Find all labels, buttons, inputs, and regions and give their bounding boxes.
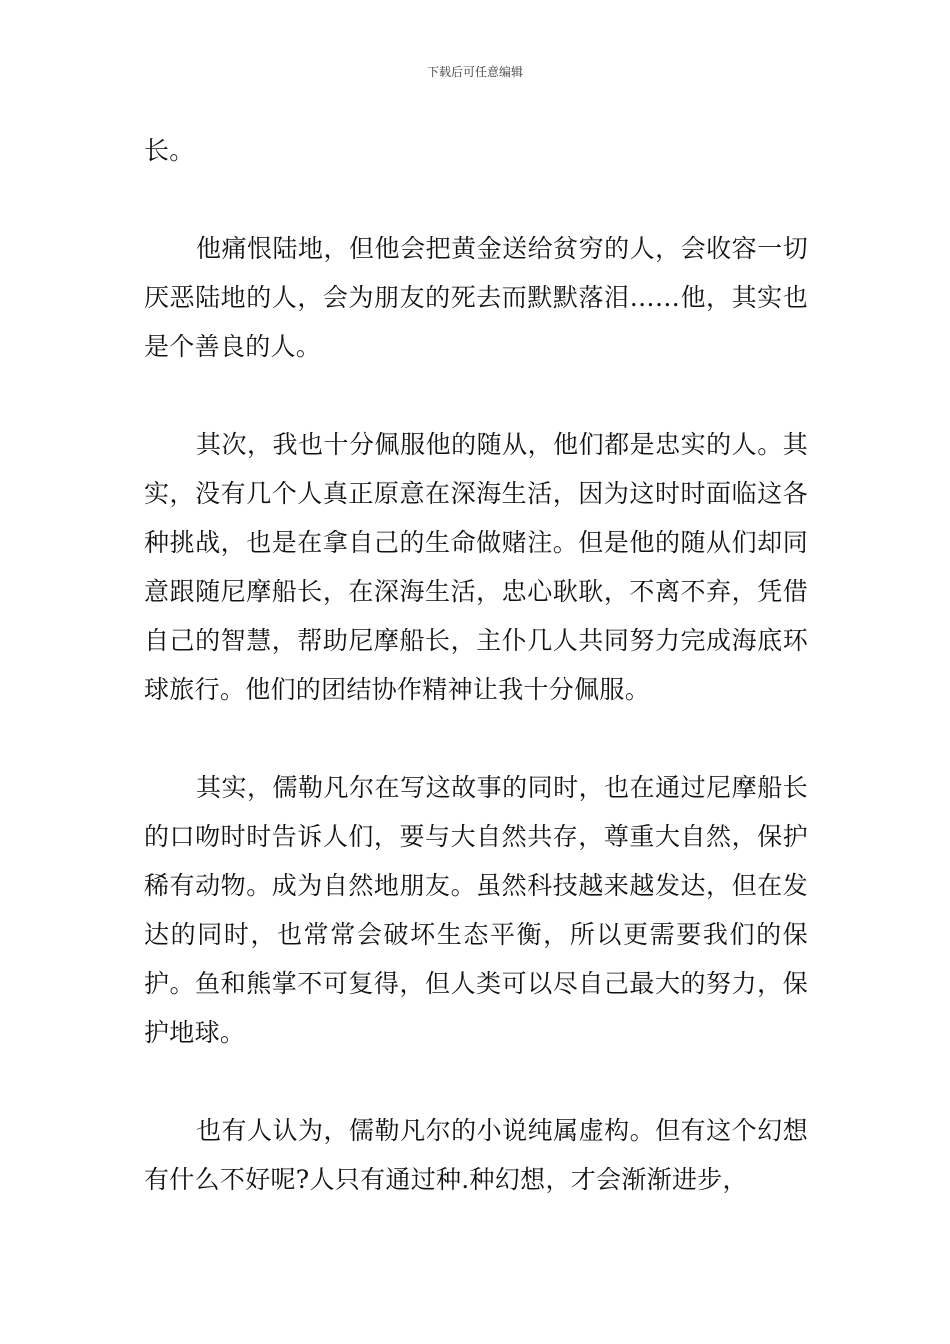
paragraph: 其实，儒勒凡尔在写这故事的同时，也在通过尼摩船长的口吻时时告诉人们，要与大自然共存，尊重大自然，保护稀有动物。成为自然地朋友。虽然科技越来越发达，但在发达的同时，也常常会破坏生态平衡，所以更需要我们的保护。鱼和熊掌不可复得，但人类可以尽自己最大的努力，保护地球。 [144,773,808,1047]
paragraph: 他痛恨陆地，但他会把黄金送给贫穷的人，会收容一切厌恶陆地的人，会为朋友的死去而默默落泪……他，其实也是个善良的人。 [144,234,808,361]
paragraph: 也有人认为，儒勒凡尔的小说纯属虚构。但有这个幻想有什么不好呢?人只有通过种.种幻想，才会渐渐进步， [144,1116,808,1194]
document-body [144,126,808,1253]
paragraph: 其次，我也十分佩服他的随从，他们都是忠实的人。其实，没有几个人真正原意在深海生活，因为这时时面临这各种挑战，也是在拿自己的生命做赌注。但是他的随从们却同意跟随尼摩船长，在深海生活，忠心耿耿，不离不弃，凭借自己的智慧，帮助尼摩船长，主仆几人共同努力完成海底环球旅行。他们的团结协作精神让我十分佩服。 [144,430,808,704]
paragraph-continuation: 长。 [144,136,195,165]
page-header: 下载后可任意编辑 [426,65,523,79]
